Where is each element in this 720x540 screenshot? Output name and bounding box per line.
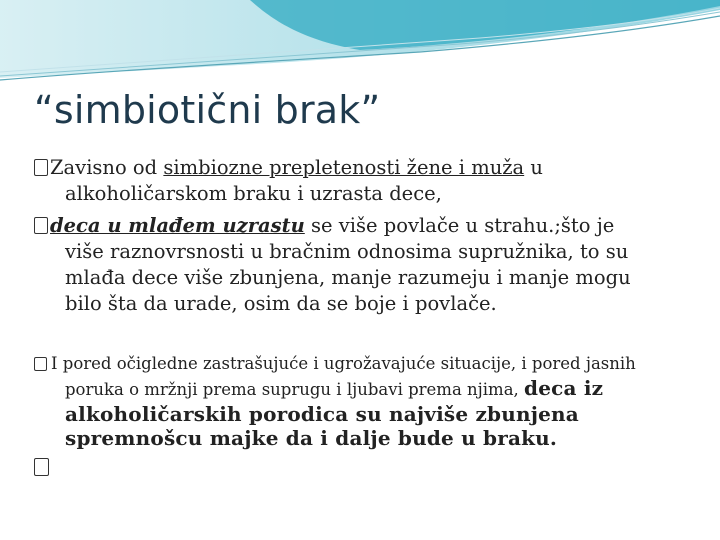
- text-run: poruka o mržnji prema suprugu i ljubavi prema njima,: [65, 380, 525, 399]
- paragraph-1-line-2: alkoholičarskom braku i uzrasta dece,: [65, 182, 442, 205]
- paragraph-2-line-2: više raznovrsnosti u bračnim odnosima supružnika, to su: [65, 240, 629, 263]
- paragraph-3-line-4: spremnošcu majke da i dalje bude u braku.: [65, 426, 558, 450]
- paragraph-2-line-4: bilo šta da urade, osim da se boje i povlače.: [65, 292, 497, 315]
- paragraph-2-line-1: [34, 213, 684, 239]
- text-run: u: [524, 156, 543, 179]
- paragraph-3-line-3: alkoholičarskih porodica su najviše zbunjena: [65, 402, 579, 426]
- bold-phrase: deca iz: [524, 376, 604, 400]
- emphasis-phrase: deca u mlađem uzrastu: [50, 214, 305, 237]
- paragraph-1-line-1: [34, 155, 684, 181]
- bullet-box-icon: [34, 458, 49, 476]
- slide-title: “simbiotični brak”: [34, 88, 381, 132]
- empty-bullet: [34, 458, 64, 479]
- text-run: se više povlače u strahu.;što je: [304, 214, 615, 237]
- bullet-box-icon: [34, 357, 47, 371]
- paragraph-2-line-3: mlađa dece više zbunjena, manje razumeju i manje mogu: [65, 266, 631, 289]
- text-run: I pored očigledne zastrašujuće i ugrožavajuće situacije, i pored jasnih: [51, 354, 636, 373]
- wave-header-decoration: [0, 0, 720, 100]
- underlined-phrase: simbiozne prepletenosti žene i muža: [163, 156, 525, 179]
- bullet-box-icon: [34, 217, 48, 234]
- paragraph-2: [34, 213, 684, 317]
- text-run: Zavisno od: [50, 156, 164, 179]
- paragraph-3: [34, 352, 694, 450]
- paragraph-1: [34, 155, 684, 207]
- bullet-box-icon: [34, 159, 48, 176]
- paragraph-3-line-2: [34, 376, 694, 402]
- paragraph-3-line-1: [34, 352, 694, 376]
